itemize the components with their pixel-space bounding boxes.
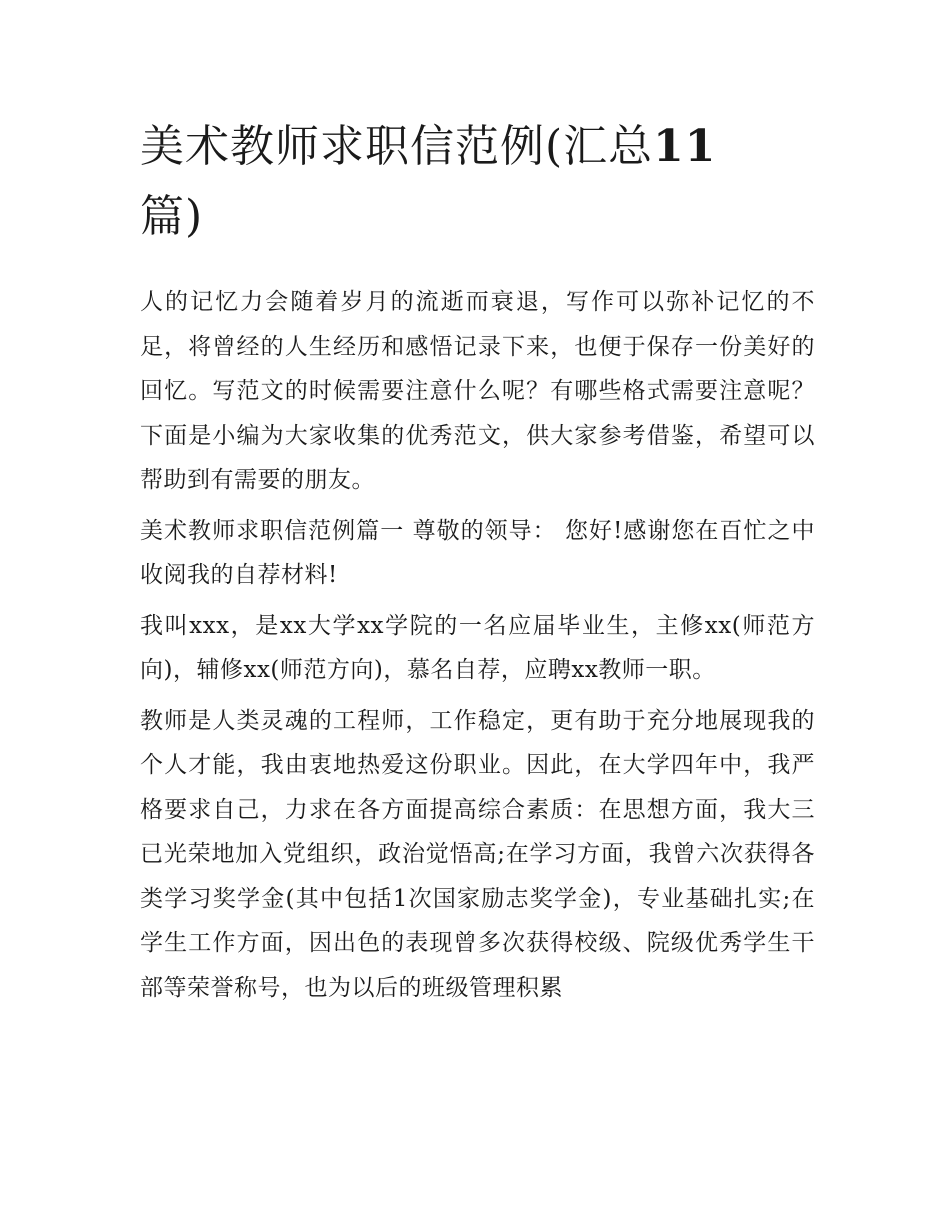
- title-text: 美术教师求职信范例(汇总: [140, 121, 654, 172]
- document-body: [140, 280, 815, 1016]
- self-introduction-paragraph: 我叫xxx，是xx大学xx学院的一名应届毕业生，主修xx(师范方向)，辅修xx(师范方向)，慕名自荐，应聘xx教师一职。: [140, 612, 815, 683]
- title-count: 11: [653, 121, 717, 172]
- intro-paragraph: 人的记忆力会随着岁月的流逝而衰退，写作可以弥补记忆的不足，将曾经的人生经历和感悟记录下来，也便于保存一份美好的回忆。写范文的时候需要注意什么呢？有哪些格式需要注意呢？下面是小编为大家收集的优秀范文，供大家参考借鉴，希望可以帮助到有需要的朋友。: [140, 289, 815, 493]
- page-title: [140, 112, 820, 252]
- letter-greeting-paragraph: 美术教师求职信范例篇一 尊敬的领导： 您好!感谢您在百忙之中收阅我的自荐材料!: [140, 517, 815, 588]
- title-text-end: 篇): [140, 191, 204, 242]
- qualifications-paragraph: 教师是人类灵魂的工程师，工作稳定，更有助于充分地展现我的个人才能，我由衷地热爱这份职业。因此，在大学四年中，我严格要求自己，力求在各方面提高综合素质：在思想方面，我大三已光荣地加入党组织，政治觉悟高;在学习方面，我曾六次获得各类学习奖学金(其中包括1次国家励志奖学金)，专业基础扎实;在学生工作方面，因出色的表现曾多次获得校级、院级优秀学生干部等荣誉称号，也为以后的班级管理积累: [140, 707, 815, 1001]
